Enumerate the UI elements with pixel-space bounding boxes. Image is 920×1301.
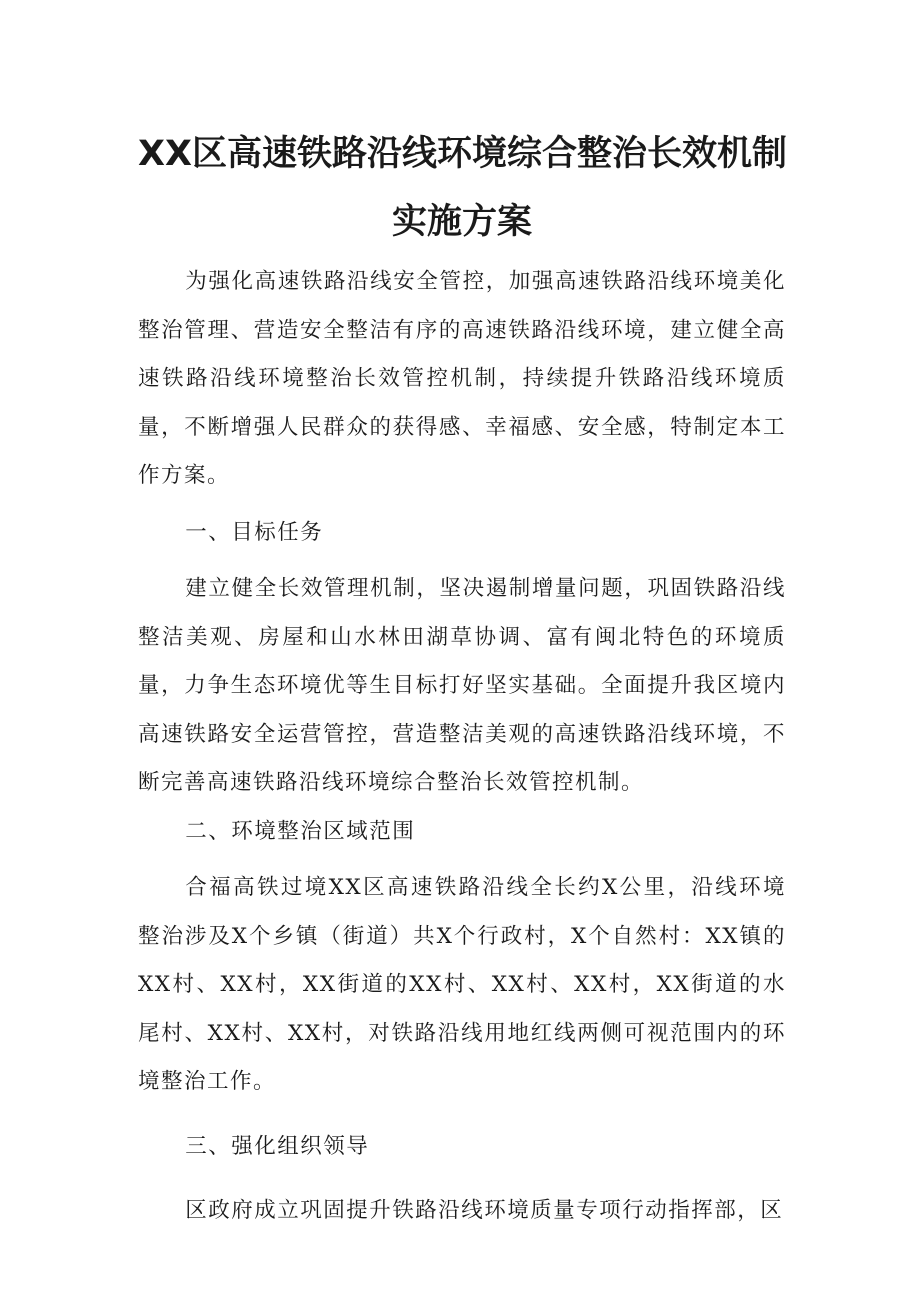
section-body-goals: 建立健全长效管理机制，坚决遏制增量问题，巩固铁路沿线整洁美观、房屋和山水林田湖草协调、富有闽北特色的环境质量，力争生态环境优等生目标打好坚实基础。全面提升我区境内高速铁路安全运营管控，营造整洁美观的高速铁路沿线环境，不断完善高速铁路沿线环境综合整治长效管控机制。 bbox=[138, 576, 786, 795]
section-body-scope: 合福高铁过境XX区高速铁路沿线全长约X公里，沿线环境整治涉及X个乡镇（街道）共X个行政村，X个自然村：XX镇的XX村、XX村，XX街道的XX村、XX村、XX村，XX街道的水尾村、XX村、XX村，对铁路沿线用地红线两侧可视范围内的环境整治工作。 bbox=[138, 875, 786, 1094]
spacer bbox=[138, 856, 786, 864]
intro-paragraph: 为强化高速铁路沿线安全管控，加强高速铁路沿线环境美化整治管理、营造安全整洁有序的高速铁路沿线环境，建立健全高速铁路沿线环境整治长效管控机制，持续提升铁路沿线环境质量，不断增强人民群众的获得感、幸福感、安全感，特制定本工作方案。 bbox=[138, 269, 786, 488]
spacer bbox=[138, 1107, 786, 1123]
document-title-line-1: XX区高速铁路沿线环境综合整治长效机制 bbox=[138, 134, 787, 174]
spacer bbox=[138, 1171, 786, 1187]
document-page bbox=[138, 120, 786, 1236]
section-heading-scope: 二、环境整治区域范围 bbox=[185, 818, 416, 844]
spacer bbox=[138, 501, 786, 509]
spacer bbox=[138, 557, 786, 565]
document-title-line-2: 实施方案 bbox=[391, 202, 532, 242]
section-heading-goals: 一、目标任务 bbox=[185, 519, 324, 545]
section-body-leadership: 区政府成立巩固提升铁路沿线环境质量专项行动指挥部，区 bbox=[185, 1198, 784, 1223]
section-heading-leadership: 三、强化组织领导 bbox=[185, 1133, 370, 1159]
